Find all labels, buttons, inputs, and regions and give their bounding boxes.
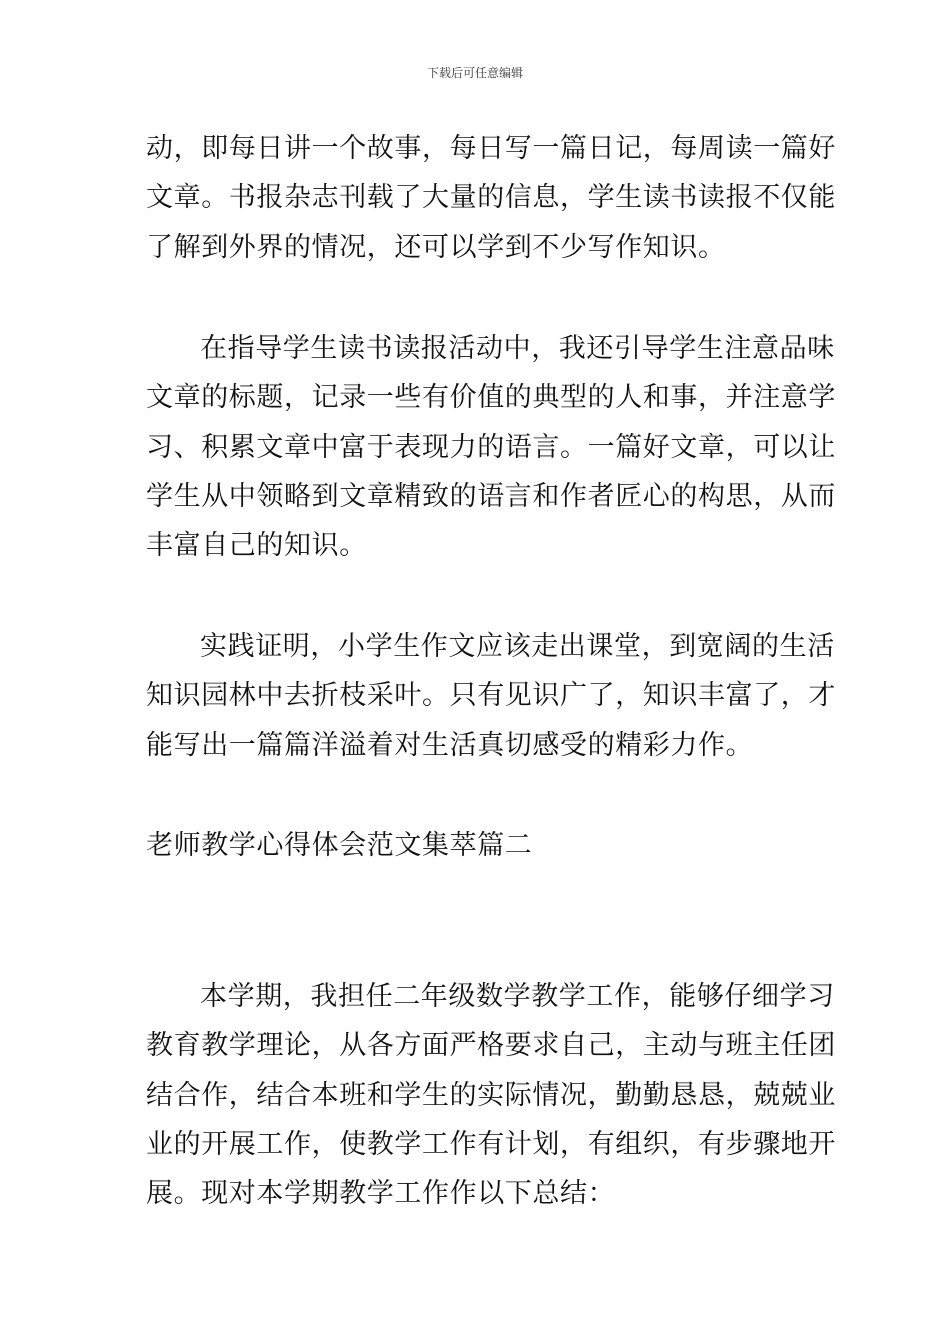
paragraph-line: 教育教学理论，从各方面严格要求自己，主动与班主任团 (146, 1030, 836, 1062)
paragraph-line: 动，即每日讲一个故事，每日写一篇日记，每周读一篇好 (146, 133, 836, 164)
paragraph-2 (146, 324, 836, 570)
paragraph-line: 知识园林中去折枝采叶。只有见识广了，知识丰富了，才 (146, 680, 836, 712)
paragraph-line: 业的开展工作，使教学工作有计划，有组织，有步骤地开 (146, 1128, 836, 1160)
paragraph-line: 学生从中领略到文章精致的语言和作者匠心的构思，从而 (146, 480, 836, 512)
paragraph-line: 习、积累文章中富于表现力的语言。一篇好文章，可以让 (146, 431, 836, 463)
paragraph-line: 实践证明，小学生作文应该走出课堂，到宽阔的生活 (200, 631, 835, 662)
paragraph-line: 了解到外界的情况，还可以学到不少写作知识。 (146, 231, 726, 263)
paragraph-3 (146, 622, 836, 770)
paragraph-line: 丰富自己的知识。 (146, 530, 367, 562)
paragraph-line: 文章的标题，记录一些有价值的典型的人和事，并注意学 (146, 382, 836, 414)
paragraph-line: 展。现对本学期教学工作作以下总结： (146, 1178, 616, 1210)
paragraph-line: 文章。书报杂志刊载了大量的信息，学生读书读报不仅能 (146, 182, 836, 214)
section-heading: 老师教学心得体会范文集萃篇二 (146, 830, 533, 861)
paragraph-line: 结合作，结合本班和学生的实际情况，勤勤恳恳，兢兢业 (146, 1079, 836, 1111)
paragraph-line: 本学期，我担任二年级数学教学工作，能够仔细学习 (200, 981, 835, 1012)
paragraph-1 (146, 124, 836, 272)
paragraph-line: 在指导学生读书读报活动中，我还引导学生注意品味 (200, 333, 835, 364)
paragraph-4 (146, 972, 836, 1218)
page-header: 下载后可任意编辑 (426, 66, 523, 80)
paragraph-line: 能写出一篇篇洋溢着对生活真切感受的精彩力作。 (146, 729, 754, 761)
